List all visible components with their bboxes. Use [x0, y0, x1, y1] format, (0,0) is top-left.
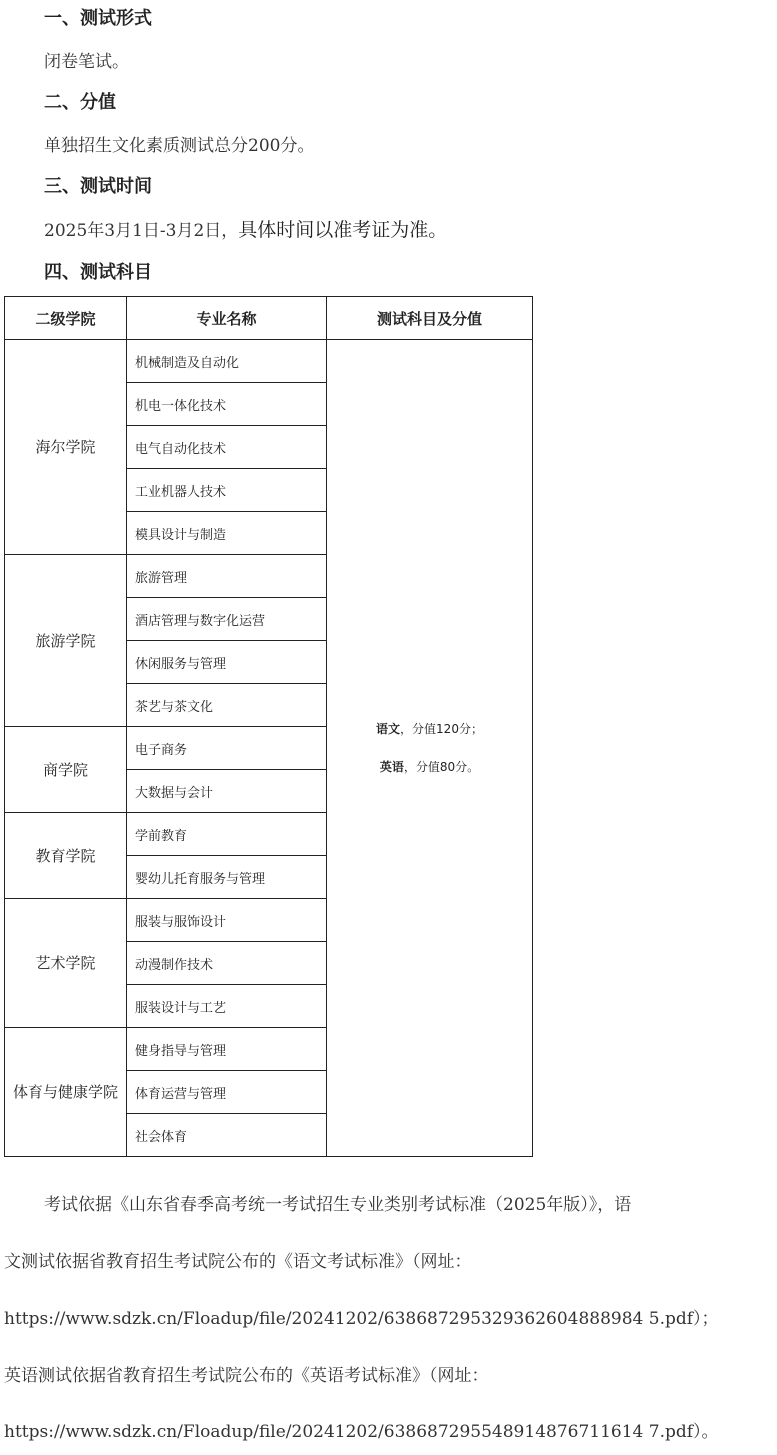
college-cell: 体育与健康学院 — [5, 1028, 127, 1157]
major-cell: 电气自动化技术 — [127, 426, 327, 469]
major-cell: 学前教育 — [127, 813, 327, 856]
table-row — [5, 340, 533, 383]
footer-url-chinese: https://www.sdzk.cn/Floadup/file/20241202/638687295329362604888984 5.pdf）； — [4, 1309, 719, 1329]
subjects-cell — [327, 340, 533, 1157]
footer-line-4: 英语测试依据省教育招生考试院公布的《英语考试标准》（网址： — [4, 1366, 489, 1386]
major-cell: 休闲服务与管理 — [127, 641, 327, 684]
major-cell: 机电一体化技术 — [127, 383, 327, 426]
major-cell: 机械制造及自动化 — [127, 340, 327, 383]
major-cell: 婴幼儿托育服务与管理 — [127, 856, 327, 899]
header-major: 专业名称 — [127, 297, 327, 340]
college-cell: 旅游学院 — [5, 555, 127, 727]
section-text-score: 单独招生文化素质测试总分200分。 — [44, 136, 315, 156]
test-time-note: 具体时间以准考证为准。 — [238, 219, 448, 241]
major-cell: 茶艺与茶文化 — [127, 684, 327, 727]
college-cell: 商学院 — [5, 727, 127, 813]
major-cell: 电子商务 — [127, 727, 327, 770]
section-text-test-time — [44, 215, 447, 242]
major-cell: 服装与服饰设计 — [127, 899, 327, 942]
major-cell: 健身指导与管理 — [127, 1028, 327, 1071]
header-college: 二级学院 — [5, 297, 127, 340]
subject-english — [327, 758, 532, 776]
major-cell: 酒店管理与数字化运营 — [127, 598, 327, 641]
subject-name: 英语 — [379, 760, 404, 774]
test-date: 2025年3月1日-3月2日， — [44, 221, 239, 241]
major-cell: 服装设计与工艺 — [127, 985, 327, 1028]
section-heading-test-time: 三、测试时间 — [44, 176, 152, 197]
major-cell: 大数据与会计 — [127, 770, 327, 813]
subjects-table — [4, 296, 533, 1157]
subject-score: ，分值120分； — [400, 722, 483, 736]
major-cell: 动漫制作技术 — [127, 942, 327, 985]
header-subjects: 测试科目及分值 — [327, 297, 533, 340]
subject-chinese — [327, 720, 532, 738]
section-heading-score: 二、分值 — [44, 92, 116, 113]
subject-name: 语文 — [376, 722, 401, 736]
college-cell: 教育学院 — [5, 813, 127, 899]
section-heading-test-subjects: 四、测试科目 — [44, 262, 152, 283]
major-cell: 模具设计与制造 — [127, 512, 327, 555]
major-cell: 旅游管理 — [127, 555, 327, 598]
major-cell: 工业机器人技术 — [127, 469, 327, 512]
footer-line-1: 考试依据《山东省春季高考统一考试招生专业类别考试标准（2025年版）》，语 — [44, 1195, 632, 1215]
table-header-row — [5, 297, 533, 340]
major-cell: 体育运营与管理 — [127, 1071, 327, 1114]
subject-score: ，分值80分。 — [403, 760, 480, 774]
footer-url-english: https://www.sdzk.cn/Floadup/file/20241202/638687295548914876711614 7.pdf）。 — [4, 1422, 719, 1442]
section-heading-test-format: 一、测试形式 — [44, 8, 152, 29]
footer-line-2: 文测试依据省教育招生考试院公布的《语文考试标准》（网址： — [4, 1252, 472, 1272]
section-text-test-format: 闭卷笔试。 — [44, 52, 129, 72]
college-cell: 艺术学院 — [5, 899, 127, 1028]
college-cell: 海尔学院 — [5, 340, 127, 555]
major-cell: 社会体育 — [127, 1114, 327, 1157]
